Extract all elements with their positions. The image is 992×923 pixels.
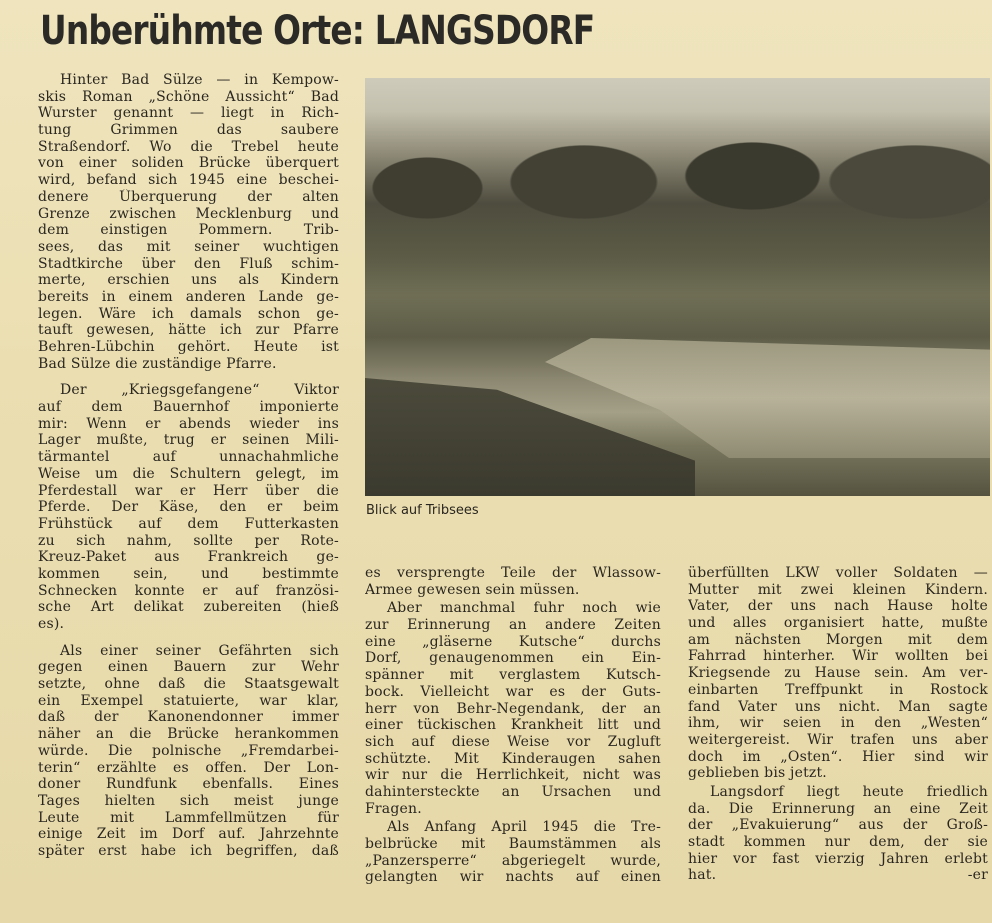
text-line: Der „Kriegsgefangene“ Viktor [60, 382, 339, 399]
article-paragraph [38, 382, 339, 632]
text-line: Hinter Bad Sülze — in Kempow- [60, 72, 339, 88]
text-line: überfüllten LKW voller Soldaten — [688, 565, 988, 581]
text-line: spänner mit verglastem Kutsch- [365, 667, 661, 684]
text-line: der „Evakuierung“ aus der Groß- [688, 817, 988, 834]
text-line: legen. Wäre ich damals schon ge- [38, 305, 339, 322]
text-line: Mutter mit zwei kleinen Kindern. [688, 581, 988, 598]
article-paragraph [38, 72, 339, 372]
text-line: tauft gewesen, hätte ich zur Pfarre [38, 322, 339, 339]
text-line: skis Roman „Schöne Aussicht“ Bad [38, 88, 339, 105]
text-line: Pferde. Der Käse, den er beim [38, 499, 339, 516]
text-line: setzte, ohne daß die Staatsgewalt [38, 676, 339, 693]
text-line: wird, befand sich 1945 eine beschei- [38, 172, 339, 189]
text-line: zu sich nahm, sollte per Rote- [38, 532, 339, 549]
article-column-3 [688, 565, 988, 886]
text-line: fand Vater uns nicht. Man sagte [688, 698, 988, 715]
text-line: Straßendorf. Wo die Trebel heute [38, 138, 339, 155]
text-line: Fahrrad hinterher. Wir wollten bei [688, 648, 988, 665]
article-paragraph [38, 643, 339, 860]
text-line: stadt kommen nur dem, der sie [688, 834, 988, 850]
text-line: Fragen. [365, 800, 422, 817]
text-line: gelangten wir nachts auf einen [365, 869, 661, 886]
text-line: Tages hielten sich meist junge [38, 792, 339, 809]
text-line: belbrücke mit Baumstämmen als [365, 836, 661, 852]
text-line: es versprengte Teile der Wlassow- [365, 565, 661, 581]
article-paragraph [688, 784, 988, 884]
author-initials: -er [967, 867, 988, 884]
text-line: auf dem Bauernhof imponierte [38, 399, 339, 416]
text-line: weitergereist. Wir trafen uns aber [688, 731, 988, 748]
photo-caption: Blick auf Tribsees [366, 503, 479, 518]
text-line: Lager mußte, trug er seinen Mili- [38, 432, 339, 449]
text-line: näher an die Brücke herankommen [38, 726, 339, 743]
text-line: ein Exempel statuierte, war klar, [38, 692, 339, 709]
text-line: gegen einen Bauern zur Wehr [38, 659, 339, 676]
text-line: Kreuz-Paket aus Frankreich ge- [38, 549, 339, 566]
text-line: Wurster genannt — liegt in Rich- [38, 105, 339, 122]
text-line: kommen sein, und bestimmte [38, 565, 339, 582]
text-line: würde. Die polnische „Fremdarbei- [38, 742, 339, 759]
text-line: Als Anfang April 1945 die Tre- [387, 819, 661, 836]
photo-trees [365, 116, 990, 236]
text-line: einbarten Treffpunkt in Rostock [688, 681, 988, 698]
text-line: hier vor fast vierzig Jahren erlebt [688, 850, 988, 867]
final-word: hat. [688, 867, 717, 884]
text-line: sich auf diese Weise vor Zugluft [365, 733, 661, 750]
text-line: Leute mit Lammfellmützen für [38, 809, 339, 826]
text-line: am nächsten Morgen mit dem [688, 631, 988, 648]
text-line: daß der Kanonendonner immer [38, 709, 339, 726]
text-line: Aber manchmal fuhr noch wie [387, 600, 661, 617]
text-line: es). [38, 616, 65, 632]
article-paragraph [365, 565, 661, 598]
text-line: später erst habe ich begriffen, daß [38, 842, 339, 859]
text-line: Stadtkirche über den Fluß schim- [38, 255, 339, 272]
text-line: merte, erschien uns als Kindern [38, 272, 339, 289]
text-line: Grenze zwischen Mecklenburg und [38, 205, 339, 222]
text-line: einer tückischen Krankheit litt und [365, 717, 661, 734]
text-line: geblieben bis jetzt. [688, 765, 827, 782]
article-paragraph [365, 600, 661, 817]
text-line: Langsdorf liegt heute friedlich [710, 783, 988, 800]
headline: Unberühmte Orte: LANGSDORF [40, 8, 595, 54]
text-line: bock. Vielleicht war es der Guts- [365, 683, 661, 700]
article-column-1 [38, 72, 339, 870]
text-line: Dorf, genaugenommen ein Ein- [365, 650, 661, 667]
text-line: und alles organisiert hatte, mußte [688, 615, 988, 632]
text-line: bereits in einem anderen Lande ge- [38, 288, 339, 305]
text-line: tärmantel auf unnachahmliche [38, 449, 339, 466]
text-line: sche Art delikat zubereiten (hieß [38, 599, 339, 616]
text-line: Frühstück auf dem Futterkasten [38, 515, 339, 532]
text-line: dem einstigen Pommern. Trib- [38, 222, 339, 239]
text-line: da. Die Erinnerung an eine Zeit [688, 800, 988, 817]
article-paragraph [365, 819, 661, 886]
text-line: sees, das mit seiner wuchtigen [38, 238, 339, 255]
text-line: dahintersteckte an Ursachen und [365, 783, 661, 800]
text-line: zur Erinnerung an andere Zeiten [365, 617, 661, 634]
article-paragraph [688, 565, 988, 782]
text-line: terin“ erzählte es offen. Der Lon- [38, 759, 339, 776]
photo-tribsees [365, 78, 990, 496]
text-line: wir nur die Herrlichkeit, nicht was [365, 767, 661, 784]
signoff-line [688, 867, 988, 884]
text-line: denere Überquerung der alten [38, 188, 339, 205]
text-line: Als einer seiner Gefährten sich [60, 642, 339, 659]
article-column-2 [365, 565, 661, 888]
text-line: Armee gewesen sein müssen. [365, 581, 580, 598]
text-line: tung Grimmen das saubere [38, 122, 339, 139]
text-line: doch im „Osten“. Hier sind wir [688, 748, 988, 765]
text-line: Schnecken konnte er auf französi- [38, 582, 339, 599]
text-line: doner Rundfunk ebenfalls. Eines [38, 776, 339, 793]
text-line: „Panzersperre“ abgeriegelt wurde, [365, 852, 661, 869]
text-line: Kriegsende zu Hause sein. Am ver- [688, 665, 988, 682]
text-line: einige Zeit im Dorf auf. Jahrzehnte [38, 826, 339, 843]
text-line: mir: Wenn er abends wieder ins [38, 415, 339, 432]
text-line: herr von Behr-Negendank, der an [365, 700, 661, 717]
text-line: ihm, wir seien in den „Westen“ [688, 715, 988, 732]
text-line: schützte. Mit Kinderaugen sahen [365, 750, 661, 767]
text-line: Bad Sülze die zuständige Pfarre. [38, 355, 277, 372]
text-line: Weise um die Schultern gelegt, im [38, 465, 339, 482]
text-line: von einer soliden Brücke überquert [38, 155, 339, 172]
text-line: Behren-Lübchin gehört. Heute ist [38, 339, 339, 355]
text-line: Pferdestall war er Herr über die [38, 482, 339, 499]
text-line: eine „gläserne Kutsche“ durchs [365, 633, 661, 650]
text-line: Vater, der uns nach Hause holte [688, 598, 988, 615]
